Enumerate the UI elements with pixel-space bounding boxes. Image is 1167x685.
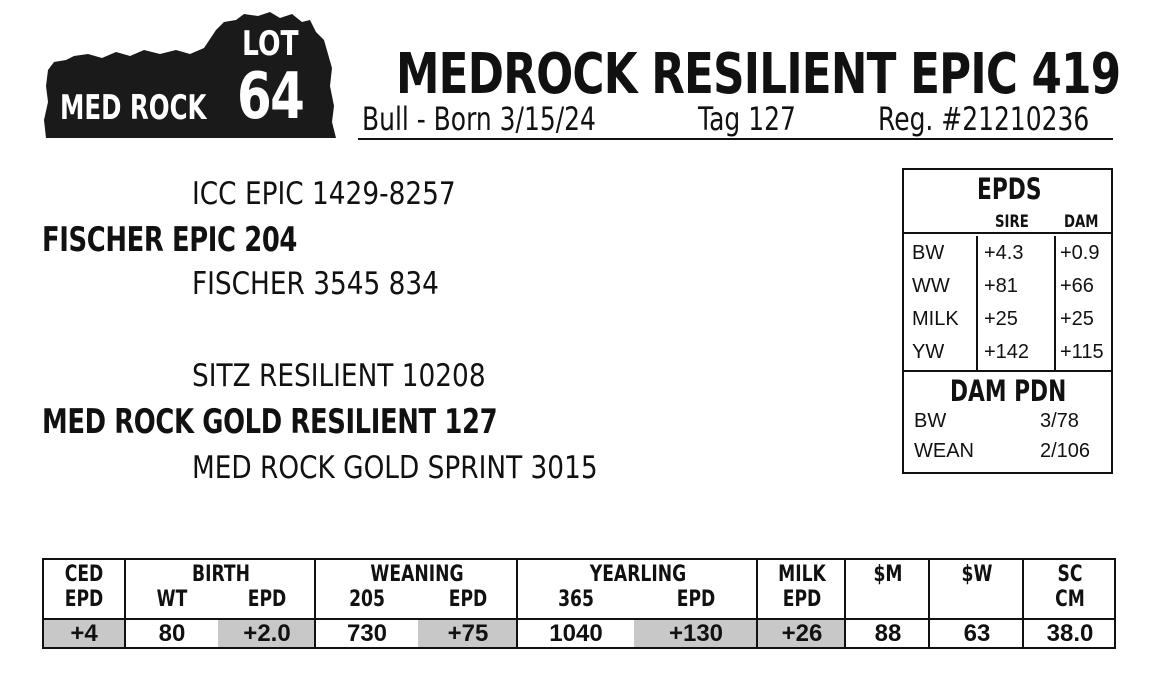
lot-number: 64	[237, 60, 304, 134]
pdn-value: 2/106	[1040, 440, 1091, 462]
header-year-365: 365	[558, 587, 594, 612]
value-ced-epd: +4	[44, 620, 124, 647]
pedigree-dam-sire: SITZ RESILIENT 10208	[192, 358, 486, 394]
header-wean-205: 205	[349, 587, 385, 612]
med-rock-logo	[44, 10, 336, 140]
epd-table	[904, 242, 1111, 374]
pdn-row-wean	[904, 440, 1111, 470]
epd-dam-value: +0.9	[1060, 242, 1100, 264]
pedigree-sire-dam: FISCHER 3545 834	[192, 266, 439, 302]
value-wean-epd: +75	[418, 620, 518, 647]
header-ced-epd: EPD	[64, 587, 104, 612]
brand-name: MED ROCK	[60, 88, 207, 128]
epd-sire-value: +142	[984, 341, 1030, 363]
pedigree-sire-sire: ICC EPIC 1429-8257	[192, 176, 456, 212]
header-w: $W	[961, 562, 993, 587]
epd-divider	[904, 232, 1111, 234]
header-wean-epd: EPD	[448, 587, 488, 612]
dam-pdn-title: DAM PDN	[950, 374, 1067, 408]
col-w	[928, 560, 1024, 647]
epd-dam-value: +25	[1060, 308, 1094, 330]
col-birth	[124, 560, 316, 647]
header-yearling: YEARLING	[589, 562, 687, 587]
epd-row-milk	[904, 308, 1111, 341]
lot-label: LOT	[242, 24, 299, 64]
epd-sire-header: SIRE	[995, 212, 1029, 232]
pedigree-sire: FISCHER EPIC 204	[42, 220, 298, 260]
epd-sire-value: +4.3	[984, 242, 1024, 264]
col-ced	[44, 560, 124, 647]
col-m	[844, 560, 930, 647]
registration-number: Reg. #21210236	[878, 100, 1090, 138]
pdn-label: WEAN	[914, 440, 974, 462]
header-birth-wt: WT	[156, 587, 188, 612]
pdn-value: 3/78	[1040, 410, 1079, 432]
epd-row-ww	[904, 275, 1111, 308]
animal-name: MEDROCK RESILIENT EPIC 419	[396, 42, 1121, 107]
header-milk-epd: EPD	[782, 587, 822, 612]
header-birth-epd: EPD	[247, 587, 287, 612]
epd-panel	[902, 168, 1113, 474]
header-sc-cm: CM	[1055, 587, 1085, 612]
value-year-365: 1040	[549, 620, 603, 647]
epd-dam-value: +115	[1060, 341, 1104, 363]
animal-info-line	[358, 100, 1113, 140]
col-weaning	[314, 560, 518, 647]
epd-dam-value: +66	[1060, 275, 1094, 297]
value-sc-cm: 38.0	[1046, 620, 1094, 647]
pdn-label: BW	[914, 410, 947, 432]
epd-label: WW	[912, 275, 950, 297]
header-milk: MILK	[778, 562, 826, 587]
epd-label: BW	[912, 242, 945, 264]
epd-sire-value: +81	[984, 275, 1018, 297]
pdn-divider	[904, 370, 1111, 372]
col-sc	[1022, 560, 1116, 647]
value-wean-205: 730	[346, 620, 388, 647]
pedigree-dam-dam: MED ROCK GOLD SPRINT 3015	[192, 450, 598, 486]
value-birth-epd: +2.0	[218, 620, 316, 647]
epd-row-bw	[904, 242, 1111, 275]
epd-label: YW	[912, 341, 945, 363]
epd-sire-value: +25	[984, 308, 1018, 330]
col-yearling	[516, 560, 758, 647]
tag-number: Tag 127	[698, 100, 796, 138]
header-birth: BIRTH	[192, 562, 250, 587]
epd-dam-header: DAM	[1064, 212, 1099, 232]
performance-table	[42, 558, 1116, 649]
header-sc: SC	[1057, 562, 1083, 587]
value-milk-epd: +26	[758, 620, 846, 647]
header-m: $M	[873, 562, 903, 587]
col-milk	[756, 560, 846, 647]
epd-label: MILK	[912, 308, 959, 330]
value-birth-wt: 80	[158, 620, 186, 647]
value-year-epd: +130	[634, 620, 758, 647]
header-ced: CED	[64, 562, 104, 587]
header-weaning: WEANING	[370, 562, 464, 587]
header-year-epd: EPD	[676, 587, 716, 612]
pedigree-dam: MED ROCK GOLD RESILIENT 127	[42, 402, 498, 442]
value-w: 63	[963, 620, 991, 647]
sex-birth-date: Bull - Born 3/15/24	[362, 100, 596, 138]
epd-title: EPDS	[977, 172, 1042, 206]
pdn-row-bw	[904, 410, 1111, 440]
value-m: 88	[874, 620, 902, 647]
